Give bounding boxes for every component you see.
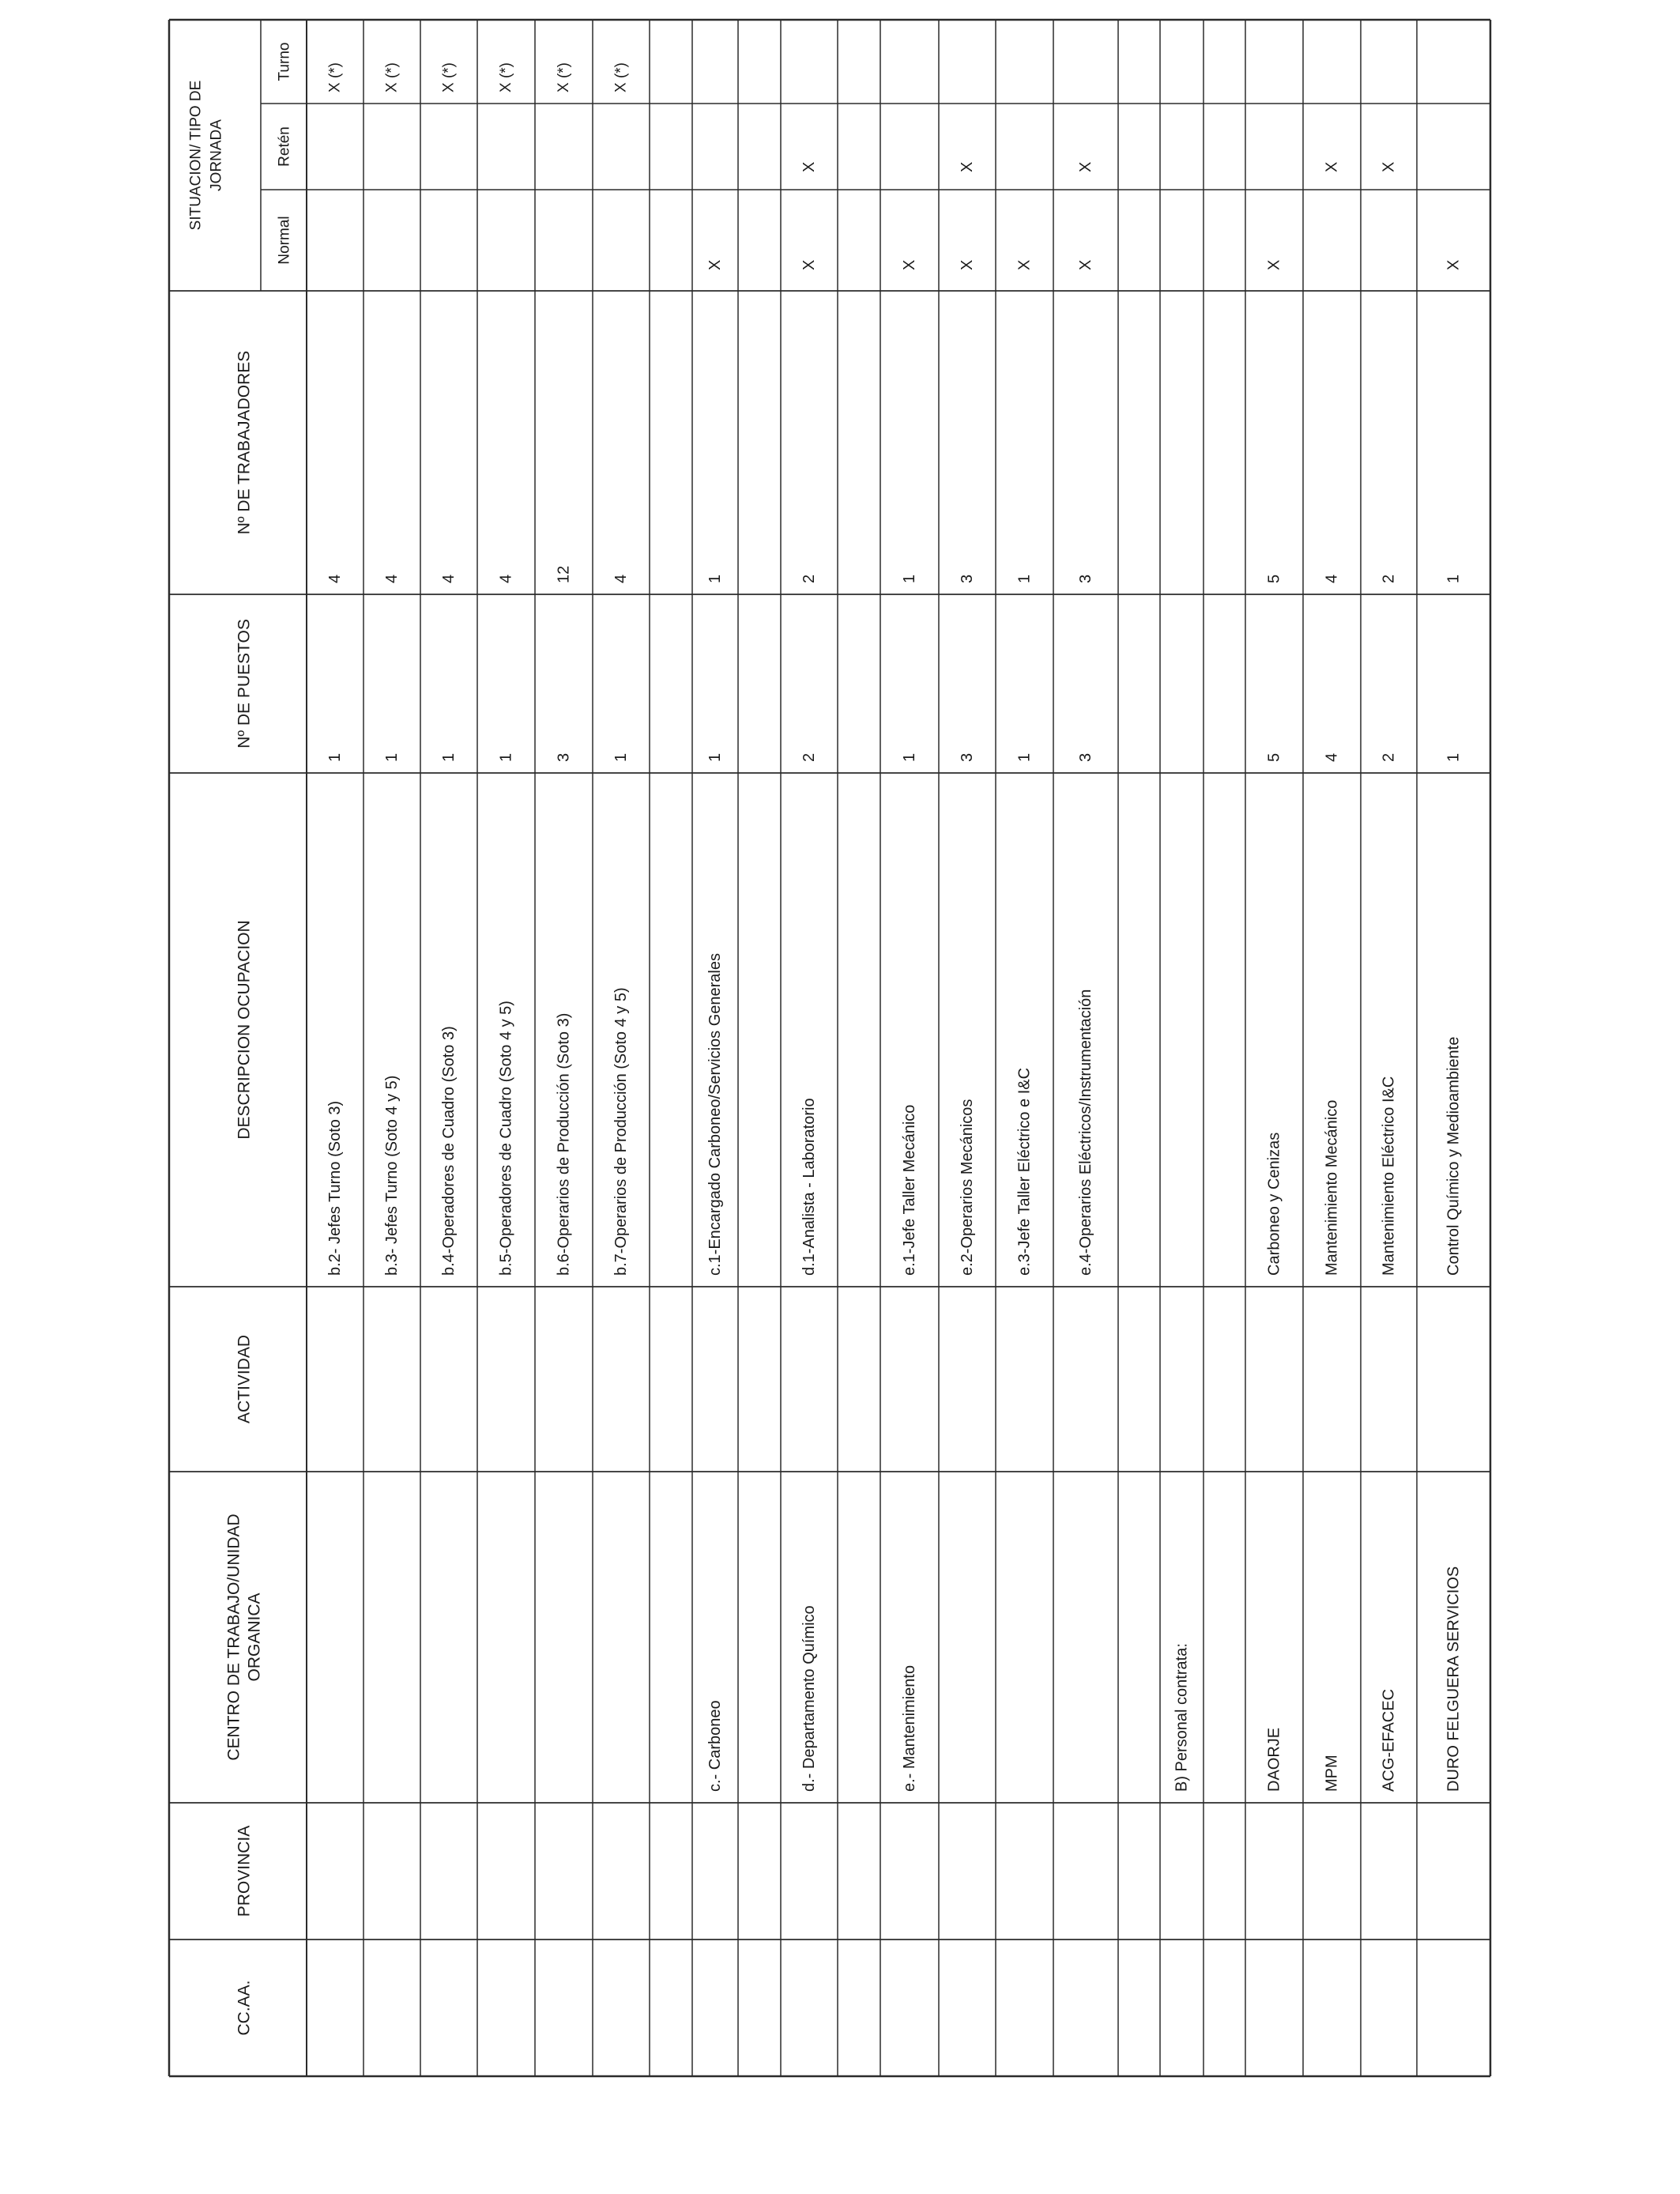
cell-puestos: 3 [555,752,573,762]
cell-descripcion: c.1-Encargado Carboneo/Servicios Generales [706,953,724,1276]
cell-descripcion: e.1-Jefe Taller Mecánico [901,1104,918,1276]
cell-puestos: 1 [706,752,724,762]
cell-turno: X (*) [556,62,572,92]
cell-normal: X [901,259,918,270]
cell-centro: ACG-EFACEC [1380,1688,1398,1792]
cell-puestos: 1 [440,752,458,762]
header-actividad: ACTIVIDAD [235,1334,254,1424]
header-centro-line1: CENTRO DE TRABAJO/UNIDAD [224,1514,243,1761]
cell-trabajadores: 1 [1015,574,1034,583]
cell-descripcion: b.7-Operarios de Producción (Soto 4 y 5) [612,987,630,1276]
header-ccaa: CC.AA. [235,1980,254,2036]
cell-turno: X (*) [440,62,458,92]
header-centro-line2: ORGANICA [245,1593,264,1682]
cell-descripcion: e.3-Jefe Taller Eléctrico e I&C [1015,1067,1034,1276]
cell-reten: X [959,161,976,172]
cell-puestos: 5 [1265,752,1283,762]
cell-centro: MPM [1323,1755,1341,1792]
header-provincia: PROVINCIA [235,1825,254,1917]
cell-turno: X (*) [498,62,514,92]
cell-reten: X [800,161,818,172]
cell-trabajadores: 1 [901,574,918,583]
cell-descripcion: e.4-Operarios Eléctricos/Instrumentación [1077,989,1094,1276]
cell-descripcion: d.1-Analista - Laboratorio [800,1098,818,1276]
header-situacion-line1: SITUACION/ TIPO DE [187,80,205,231]
header-turno: Turno [276,42,293,81]
cell-trabajadores: 3 [1077,574,1094,583]
cell-normal: X [800,259,818,270]
cell-puestos: 4 [1323,752,1341,762]
cell-descripcion: Control Químico y Medioambiente [1445,1036,1463,1276]
cell-trabajadores: 5 [1265,574,1283,583]
cell-trabajadores: 4 [497,574,515,583]
cell-descripcion: b.3- Jefes Turno (Soto 4 y 5) [383,1075,401,1276]
cell-trabajadores: 4 [440,574,458,583]
cell-centro: B) Personal contrata: [1173,1643,1191,1792]
header-normal: Normal [276,216,293,265]
cell-normal: X [706,259,724,270]
cell-puestos: 1 [1445,752,1463,762]
cell-puestos: 2 [1380,752,1398,762]
cell-trabajadores: 3 [959,574,976,583]
cell-normal: X [1445,259,1463,270]
cell-puestos: 1 [612,752,630,762]
cell-puestos: 1 [901,752,918,762]
cell-turno: X (*) [612,62,630,92]
cell-centro: DURO FELGUERA SERVICIOS [1445,1566,1463,1792]
cell-descripcion: Mantenimiento Eléctrico I&C [1380,1076,1398,1276]
cell-descripcion: Carboneo y Cenizas [1265,1132,1283,1276]
cell-trabajadores: 4 [326,574,344,583]
cell-trabajadores: 2 [800,574,818,583]
header-descripcion: DESCRIPCION OCUPACION [235,920,254,1140]
cell-puestos: 1 [383,752,401,762]
cell-puestos: 3 [959,752,976,762]
cell-centro: d.- Departamento Químico [800,1605,818,1792]
cell-normal: X [959,259,976,270]
cell-turno: X (*) [326,62,344,92]
cell-descripcion: Mantenimiento Mecánico [1323,1099,1341,1276]
cell-puestos: 2 [800,752,818,762]
cell-normal: X [1265,259,1283,270]
cell-reten: X [1380,161,1398,172]
cell-puestos: 1 [1015,752,1034,762]
cell-descripcion: e.2-Operarios Mecánicos [959,1099,976,1276]
cell-reten: X [1077,161,1094,172]
cell-normal: X [1077,259,1094,270]
cell-puestos: 3 [1077,752,1094,762]
header-trabajadores: Nº DE TRABAJADORES [235,350,254,535]
cell-descripcion: b.6-Operarios de Producción (Soto 3) [555,1012,573,1276]
cell-turno: X (*) [383,62,401,92]
header-reten: Retén [276,126,293,167]
header-situacion-line2: JORNADA [208,119,225,191]
cell-centro: c.- Carboneo [706,1700,724,1792]
cell-descripcion: b.2- Jefes Turno (Soto 3) [326,1100,344,1276]
cell-trabajadores: 1 [706,574,724,583]
cell-trabajadores: 4 [1323,574,1341,583]
cell-trabajadores: 12 [555,565,573,583]
cell-normal: X [1015,259,1034,270]
cell-trabajadores: 2 [1380,574,1398,583]
cell-centro: e.- Mantenimiento [901,1664,918,1792]
cell-descripcion: b.5-Operadores de Cuadro (Soto 4 y 5) [497,1001,515,1276]
cell-puestos: 1 [497,752,515,762]
header-puestos: Nº DE PUESTOS [235,619,254,748]
cell-trabajadores: 1 [1445,574,1463,583]
cell-puestos: 1 [326,752,344,762]
cell-reten: X [1323,161,1341,172]
cell-trabajadores: 4 [612,574,630,583]
cell-centro: DAORJE [1265,1727,1283,1792]
cell-descripcion: b.4-Operadores de Cuadro (Soto 3) [440,1026,458,1276]
cell-trabajadores: 4 [383,574,401,583]
